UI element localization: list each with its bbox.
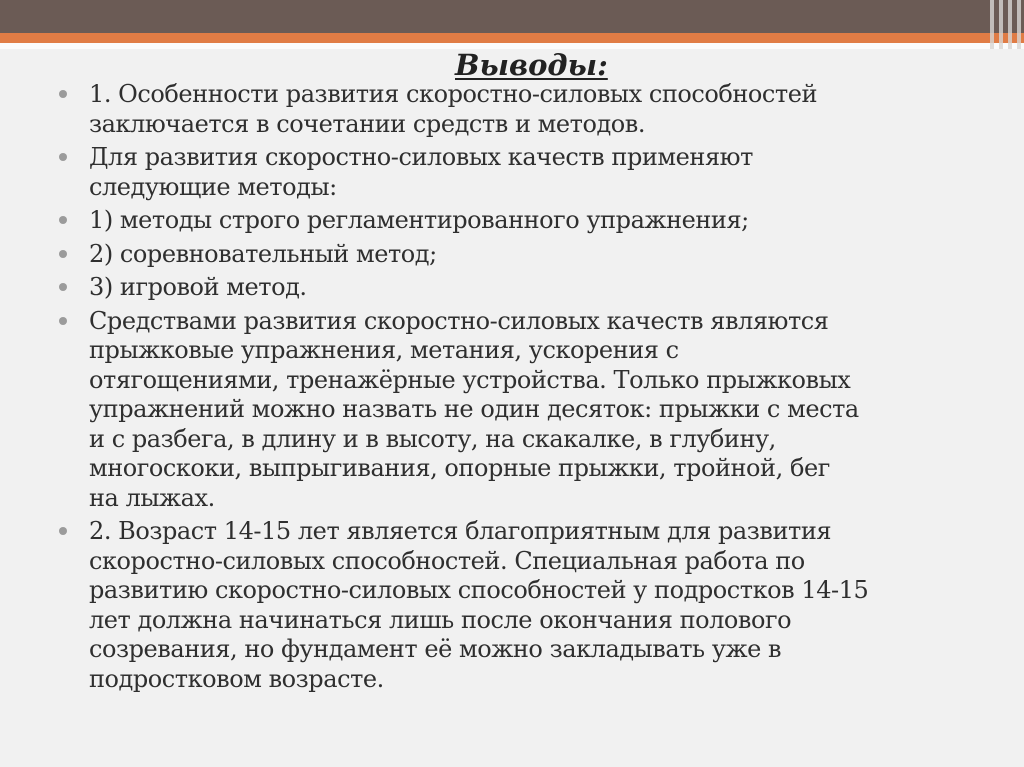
bullet-item — [58, 143, 1010, 202]
bullet-text-line: созревания, но фундамент её можно закладывать уже в — [89, 635, 782, 663]
bullet-item — [58, 307, 1010, 514]
slide-title: Выводы: — [455, 48, 608, 82]
bullet-icon — [59, 283, 67, 291]
bullet-text-line: лет должна начинаться лишь после окончания полового — [89, 605, 792, 634]
bullet-text-line: прыжковые упражнения, метания, ускорения с — [89, 336, 679, 364]
bullet-item — [58, 206, 1010, 236]
bullet-icon — [59, 317, 67, 325]
bullet-item — [58, 517, 1010, 694]
bullet-text-line: следующие методы: — [89, 172, 337, 201]
accent-band — [0, 33, 1024, 43]
bullet-text-line: многоскоки, выпрыгивания, опорные прыжки, тройной, бег — [89, 454, 830, 482]
bullet-icon — [59, 527, 67, 535]
bullet-icon — [59, 153, 67, 161]
bullet-item — [58, 240, 1010, 270]
header-band — [0, 0, 1024, 33]
bullet-text-line: подростковом возрасте. — [89, 664, 384, 693]
bullet-text-line: 2. Возраст 14-15 лет является благоприятным для развития — [89, 517, 832, 545]
bullet-list — [58, 80, 1010, 698]
bullet-text-line: развитию скоростно-силовых способностей у подростков 14-15 — [89, 576, 869, 604]
bullet-text-line: 1. Особенности развития скоростно-силовых способностей — [89, 80, 818, 108]
edge-stripe — [1017, 0, 1021, 49]
edge-stripe — [999, 0, 1003, 49]
bullet-text-line: отягощениями, тренажёрные устройства. Только прыжковых — [89, 365, 851, 394]
bullet-item — [58, 273, 1010, 303]
bullet-icon — [59, 216, 67, 224]
bullet-text-line: Для развития скоростно-силовых качеств применяют — [89, 143, 753, 171]
bullet-text-line: Средствами развития скоростно-силовых качеств являются — [89, 306, 829, 335]
bullet-text-line: упражнений можно назвать не один десяток: прыжки с места — [89, 395, 859, 423]
bullet-text-line: 1) методы строго регламентированного упражнения; — [89, 206, 749, 234]
edge-stripe — [1008, 0, 1012, 49]
bullet-item — [58, 80, 1010, 139]
bullet-text-line: и с разбега, в длину и в высоту, на скакалке, в глубину, — [89, 424, 776, 453]
bullet-text-line: на лыжах. — [89, 483, 215, 512]
bullet-text-line: заключается в сочетании средств и методов. — [89, 109, 646, 138]
bullet-icon — [59, 250, 67, 258]
bullet-text-line: скоростно-силовых способностей. Специальная работа по — [89, 546, 805, 575]
bullet-icon — [59, 90, 67, 98]
bullet-text-line: 2) соревновательный метод; — [89, 239, 437, 268]
bullet-text-line: 3) игровой метод. — [89, 273, 307, 301]
edge-stripe — [990, 0, 994, 49]
